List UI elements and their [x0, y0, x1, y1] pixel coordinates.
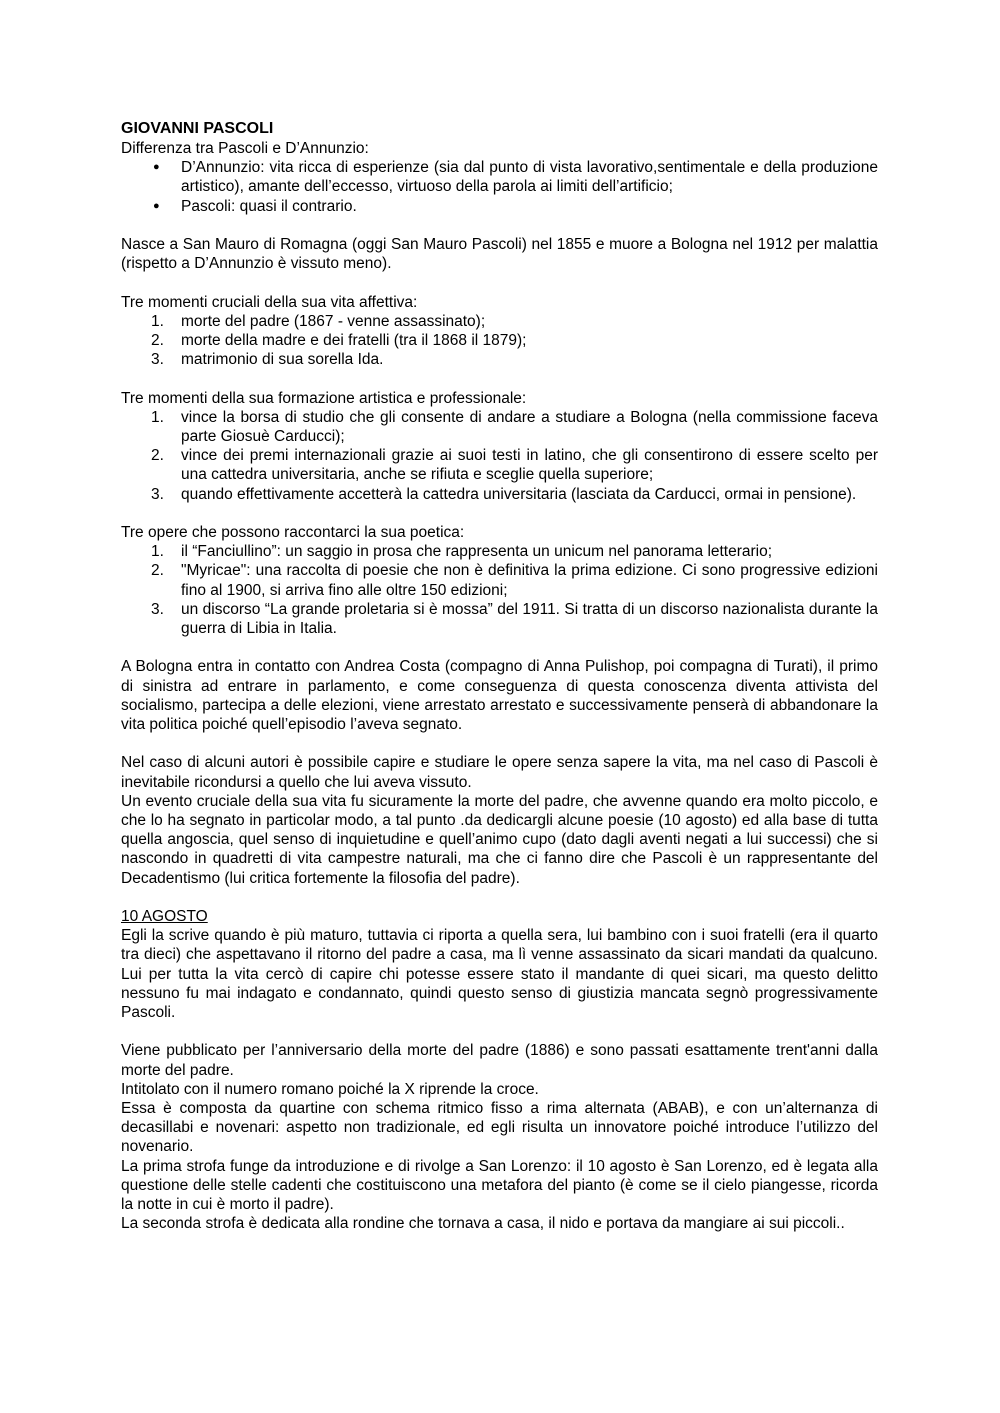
formation-list: [121, 408, 878, 504]
document-title: GIOVANNI PASCOLI: [121, 120, 274, 137]
birth-paragraph: Nasce a San Mauro di Romagna (oggi San Mauro Pascoli) nel 1855 e muore a Bologna nel 1912 per malattia (rispetto a D’Annunzio è vissuto meno).: [121, 236, 878, 273]
list-item: 3. un discorso “La grande proletaria si è mossa” del 1911. Si tratta di un discorso nazionalista durante la guerra di Libia in Italia.: [151, 600, 878, 638]
document-page: [121, 119, 878, 1233]
list-item: 1. morte del padre (1867 - venne assassinato);: [151, 312, 486, 330]
bullet-marker: ●: [153, 199, 160, 212]
number-marker: 2.: [151, 447, 164, 465]
list-item: 1. il “Fanciullino”: un saggio in prosa che rappresenta un unicum nel panorama letterario;: [151, 543, 773, 561]
difference-list: [121, 158, 878, 216]
agosto-paragraph-2: Viene pubblicato per l’anniversario della morte del padre (1886) e sono passati esattamente trent'anni dalla morte del padre.: [121, 1042, 878, 1079]
number-marker: 1.: [151, 408, 164, 426]
number-marker: 3.: [151, 485, 164, 503]
life-paragraph-1: Nel caso di alcuni autori è possibile capire e studiare le opere senza sapere la vita, ma nel caso di Pascoli è inevitabile ricondursi a quello che lui aveva vissuto.: [121, 754, 878, 791]
works-list: [121, 542, 878, 638]
list-item: 2. morte della madre e dei fratelli (tra il 1868 il 1879);: [151, 332, 527, 349]
works-intro: Tre opere che possono raccontarci la sua poetica:: [121, 524, 465, 541]
formation-intro: Tre momenti della sua formazione artistica e professionale:: [121, 389, 527, 407]
number-marker: 3.: [151, 351, 164, 369]
list-item: 2. "Myricae": una raccolta di poesie che non è definitiva la prima edizione. Ci sono progressive edizioni fino al 1900, si arriva fino alle oltre 150 edizioni;: [151, 562, 878, 599]
agosto-paragraph-5: La prima strofa funge da introduzione e di rivolge a San Lorenzo: il 10 agosto è San Lorenzo, ed è legata alla questione delle stelle cadenti che costituiscono una metafora del pianto (è come se il cielo piangesse, ricorda la notte in cui è morto il padre).: [121, 1157, 878, 1214]
difference-intro: Differenza tra Pascoli e D’Annunzio:: [121, 140, 369, 157]
bullet-marker: ●: [153, 161, 160, 174]
list-item: ● D’Annunzio: vita ricca di esperienze (sia dal punto di vista lavorativo,sentimentale e della produzione artistico), amante dell’eccesso, virtuoso della parola ai limiti dell’artificio;: [153, 159, 878, 196]
agosto-paragraph-3: Intitolato con il numero romano poiché la X riprende la croce.: [121, 1080, 539, 1098]
agosto-paragraph-4: Essa è composta da quartine con schema ritmico fisso a rima alternata (ABAB), e con un’alternanza di decasillabi e novenari: aspetto non tradizionale, ed egli risulta un innovatore poiché introduce l’utilizzo del novenario.: [121, 1100, 878, 1156]
number-marker: 2.: [151, 562, 164, 580]
number-marker: 1.: [151, 543, 164, 561]
agosto-paragraph-6: La seconda strofa è dedicata alla rondine che tornava a casa, il nido e portava da mangiare ai sui piccoli..: [121, 1215, 845, 1233]
life-paragraph-2: Un evento cruciale della sua vita fu sicuramente la morte del padre, che avvenne quando era molto piccolo, e che lo ha segnato in particolar modo, a tal punto .da dedicargli alcune poesie (10 agosto) ed alla base di tutta quella angoscia, quel senso di inquietudine e quell’animo cupo (dato dagli aventi negati a lui successi) che si nascondo in quadretti di vita campestre naturali, ma che ci fanno dire che Pascoli è un rappresentante del Decadentismo (lui critica fortemente la filosofia del padre).: [121, 792, 878, 887]
list-item: 3. matrimonio di sua sorella Ida.: [151, 351, 384, 369]
list-item: 1. vince la borsa di studio che gli consente di andare a studiare a Bologna (nella commissione faceva parte Giosuè Carducci);: [151, 408, 878, 445]
number-marker: 3.: [151, 600, 164, 618]
list-item: 3. quando effettivamente accetterà la cattedra universitaria (lasciata da Carducci, ormai in pensione).: [151, 485, 857, 503]
bologna-paragraph: A Bologna entra in contatto con Andrea Costa (compagno di Anna Pulishop, poi compagna di Turati), il primo di sinistra ad entrare in parlamento, e come conseguenza di questa conoscenza diventa attivista del socialismo, partecipa a delle elezioni, viene arrestato arrestato e successivamente penserà di abbandonare la vita politica poiché quell’episodio l’aveva segnato.: [121, 658, 878, 734]
affective-intro: Tre momenti cruciali della sua vita affettiva:: [121, 293, 418, 311]
affective-list: [121, 312, 878, 370]
section-heading-10-agosto: 10 AGOSTO: [121, 908, 208, 926]
number-marker: 1.: [151, 312, 164, 330]
list-item: 2. vince dei premi internazionali grazie ai suoi testi in latino, che gli consentirono di essere scelto per una cattedra universitaria, anche se rifiuta e sceglie quella superiore;: [151, 447, 878, 484]
number-marker: 2.: [151, 332, 164, 349]
list-item: ● Pascoli: quasi il contrario.: [153, 197, 357, 215]
agosto-paragraph-1: Egli la scrive quando è più maturo, tuttavia ci riporta a quella sera, lui bambino con i suoi fratelli (era il quarto tra dieci) che aspettavano il ritorno del padre a casa, ma lì venne assassinato da sicari mandati da qualcuno. Lui per tutta la vita cercò di capire chi potesse essere stato il mandante di quei sicari, ma questo delitto nessuno fu mai indagato e condannato, quindi questo senso di giustizia mancata segnò progressivamente Pascoli.: [121, 927, 878, 1022]
